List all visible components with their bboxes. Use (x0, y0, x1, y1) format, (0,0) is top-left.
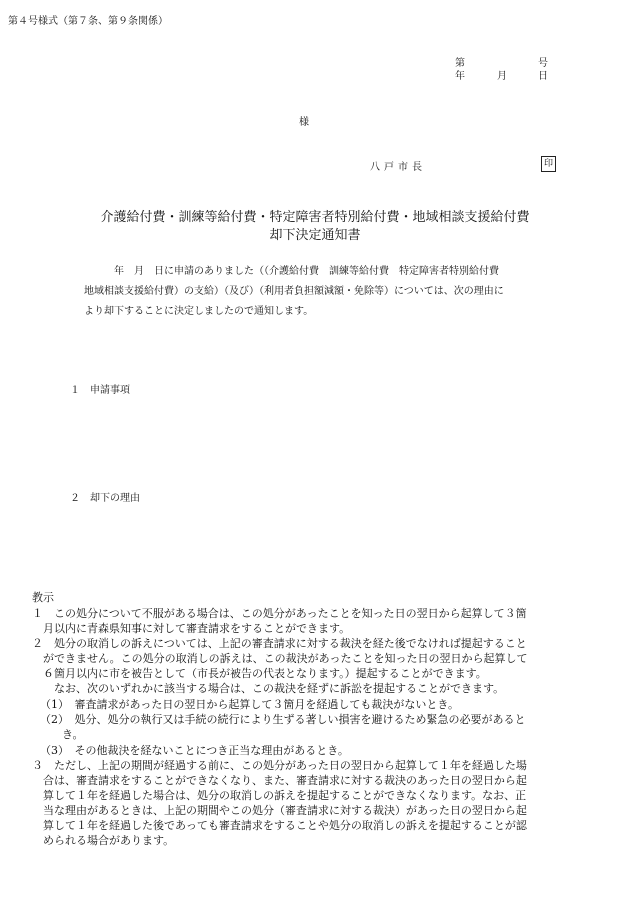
number-label: 第 (455, 58, 465, 69)
seal-box: 印 (541, 156, 556, 172)
year-label: 年 (455, 71, 465, 82)
instruction-line: 月以内に青森県知事に対して審査請求をすることができます。 (32, 622, 351, 635)
instruction-line: ６箇月以内に市を被告として（市長が被告の代表となります。）提起することができます。 (32, 667, 487, 680)
instruction-line: ができません。この処分の取消しの訴えは、この裁決があったことを知った日の翌日から起算して (32, 652, 528, 665)
instruction-line: （3） その他裁決を経ないことにつき正当な理由があるとき。 (40, 744, 349, 757)
document-subtitle: 却下決定通知書 (269, 228, 361, 243)
form-reference: 第４号様式（第７条、第９条関係） (8, 16, 168, 27)
instruction-line: （2） 処分、処分の執行又は手続の続行により生ずる著しい損害を避けるため緊急の必要があると (40, 713, 526, 726)
go-label: 号 (538, 58, 548, 69)
day-label: 日 (538, 71, 548, 82)
instruction-line: められる場合があります。 (32, 834, 175, 847)
instruction-line: 当な理由があるときは、上記の期間やこの処分（審査請求に対する裁決）があった日の翌日から起 (32, 804, 527, 817)
instructions-heading: 教示 (32, 591, 54, 604)
instruction-line: １ この処分について不服がある場合は、この処分があったことを知った日の翌日から起算して３箇 (32, 607, 527, 620)
addressee-honorific: 様 (299, 117, 309, 128)
section-reason: ２ 却下の理由 (70, 493, 140, 504)
instruction-line: 算して１年を経過した場合は、処分の取消しの訴えを提起することができなくなります。なお、正 (32, 789, 527, 802)
instruction-line: ２ 処分の取消しの訴えについては、上記の審査請求に対する裁決を経た後でなければ提起すること (32, 637, 527, 650)
instruction-line: なお、次のいずれかに該当する場合は、この裁決を経ずに訴訟を提起することができます。 (32, 682, 505, 695)
body-line-1: 年 月 日に申請のありました（（介護給付費 訓練等給付費 特定障害者特別給付費 (84, 266, 499, 277)
issuer-mayor: 八戸市長 (370, 162, 426, 173)
instruction-line: 合は、審査請求をすることができなくなり、また、審査請求に対する裁決のあった日の翌日から起 (32, 774, 527, 787)
instruction-line: ３ ただし、上記の期間が経過する前に、この処分があった日の翌日から起算して１年を経過した場 (32, 759, 527, 772)
section-application: １ 申請事項 (70, 385, 130, 396)
instruction-line: （1） 審査請求があった日の翌日から起算して３箇月を経過しても裁決がないとき。 (40, 698, 459, 711)
body-line-3: より却下することに決定しましたので通知します。 (84, 306, 314, 317)
body-line-2: 地域相談支援給付費）の支給）（及び）（利用者負担額減額・免除等）については、次の理由に (84, 286, 504, 297)
document-title: 介護給付費・訓練等給付費・特定障害者特別給付費・地域相談支援給付費 (100, 210, 530, 225)
month-label: 月 (497, 71, 507, 82)
instruction-line: き。 (40, 728, 84, 741)
instruction-line: 算して１年を経過した後であっても審査請求をすることや処分の取消しの訴えを提起することが認 (32, 819, 527, 832)
